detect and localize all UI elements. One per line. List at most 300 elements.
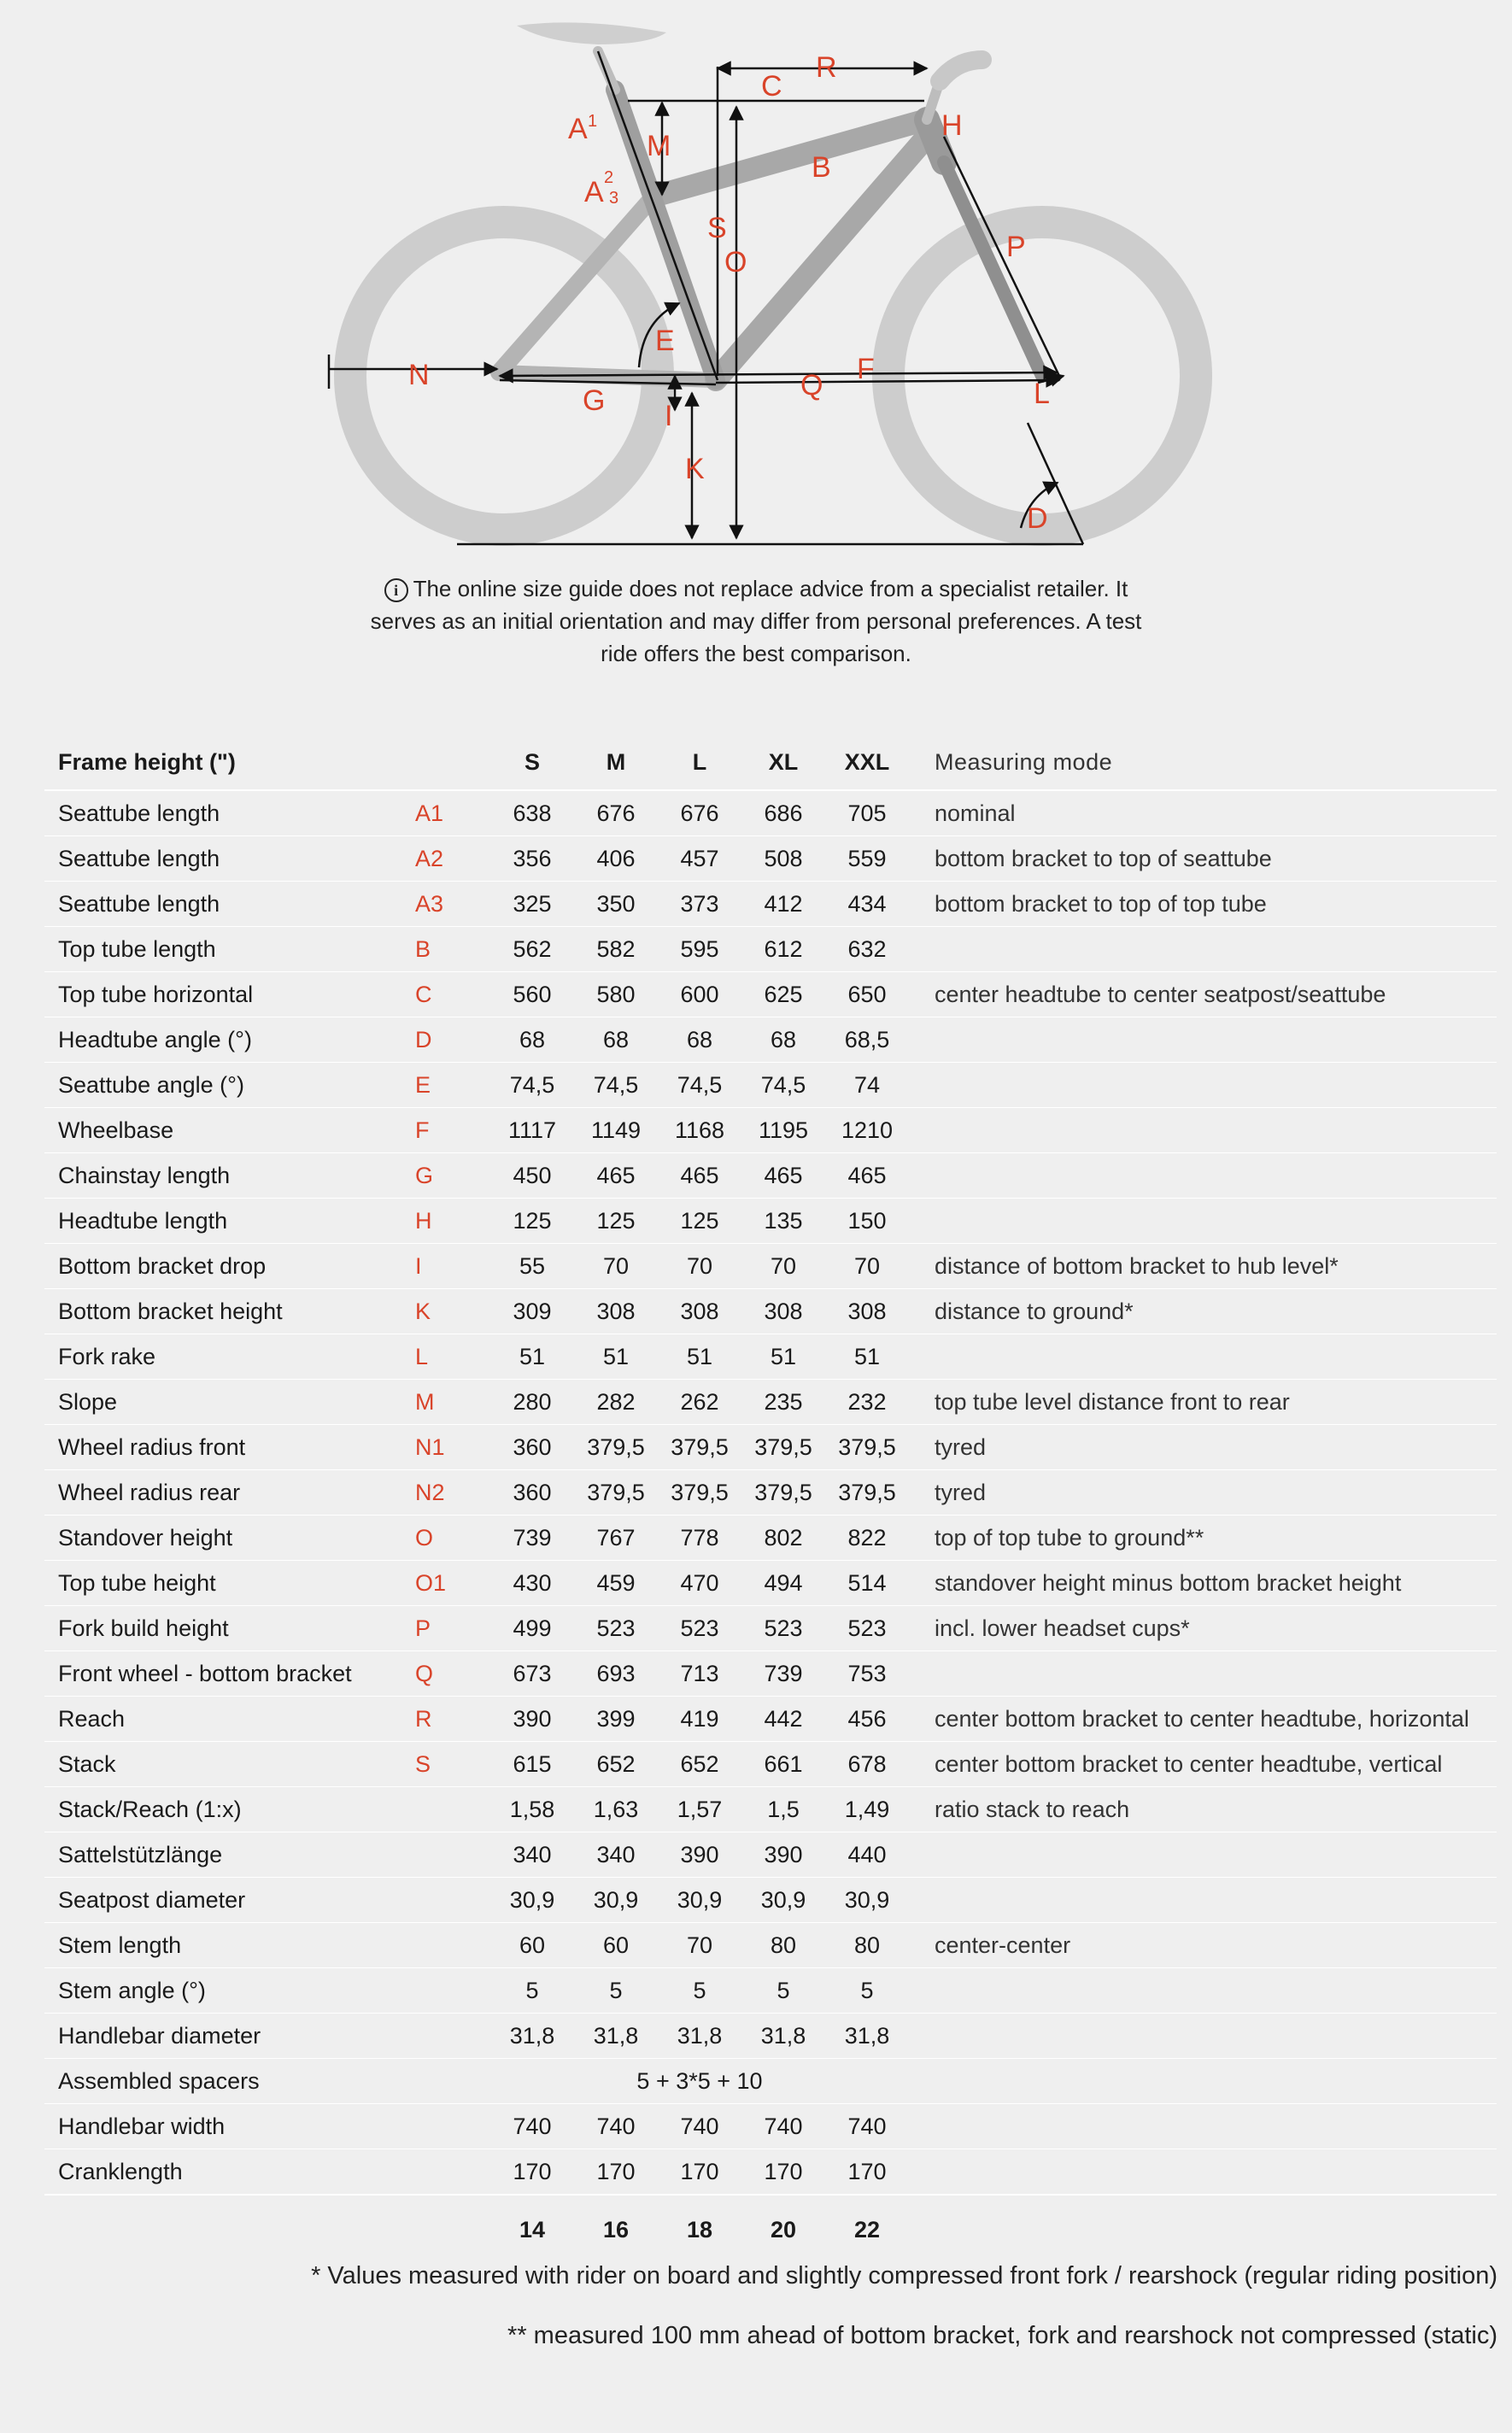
row-value: 676 [596,800,636,826]
row-name: Stem angle (°) [58,1977,206,2003]
row-value: 51 [686,1343,713,1369]
table-row [44,1832,1497,1878]
row-value: 74,5 [593,1071,639,1098]
row-value: 625 [764,981,803,1007]
footnote-rider-on-board: * Values measured with rider on board and slightly compressed front fork / rearshock (regular riding position) [311,2262,1497,2289]
table-row [44,1289,1497,1334]
row-code [415,2014,490,2059]
row-value: 739 [764,1660,803,1686]
frame-height-footer-row [44,2195,1497,2264]
row-value: 739 [513,1524,552,1551]
table-row [44,1334,1497,1380]
row-code [415,2149,490,2196]
frame-height-header: Frame height (") [58,748,236,775]
row-name: Standover height [58,1524,233,1551]
row-value: 5 [777,1977,790,2003]
label-M: M [647,130,671,162]
row-code: H [415,1207,432,1234]
row-value: 379,5 [587,1433,645,1460]
row-mode [909,1968,1497,2014]
row-value: 379,5 [754,1433,812,1460]
row-value: 399 [596,1705,636,1732]
label-A1: A [568,113,588,145]
row-mode [909,1832,1497,1878]
row-code [415,1878,490,1923]
row-value: 1,58 [509,1796,555,1822]
row-value: 74,5 [677,1071,723,1098]
measurement-lines [329,51,1083,544]
row-value: 150 [847,1207,887,1234]
row-value: 753 [847,1660,887,1686]
row-code: C [415,981,432,1007]
row-mode: center bottom bracket to center headtube, vertical [935,1750,1443,1777]
label-P: P [1006,231,1026,263]
row-value: 412 [764,890,803,917]
row-mode: bottom bracket to top of seattube [935,845,1272,871]
size-header: L [692,748,707,775]
row-value: 778 [680,1524,719,1551]
row-name: Sattelstützlänge [58,1841,223,1867]
table-header-row [44,735,1497,790]
label-L: L [1034,378,1050,410]
row-value: 508 [764,845,803,871]
row-mode [909,1153,1497,1199]
row-value: 5 [609,1977,623,2003]
row-value: 30,9 [593,1886,639,1913]
row-code: E [415,1071,431,1098]
label-F: F [857,353,875,385]
table-row [44,1380,1497,1425]
row-value: 68 [686,1026,713,1052]
row-mode: tyred [935,1433,987,1460]
row-value: 390 [764,1841,803,1867]
row-mode [909,2149,1497,2196]
label-A1-sup: 1 [588,112,598,131]
row-value: 419 [680,1705,719,1732]
row-value: 356 [513,845,552,871]
row-mode: distance to ground* [935,1298,1134,1324]
row-value: 459 [596,1569,636,1596]
row-value: 68 [770,1026,797,1052]
size-header: XXL [844,748,890,775]
notice-text: The online size guide does not replace advice from a specialist retailer. It serves as an initial orientation and may differ from personal preferences. A test ride offers the best comparison. [370,576,1142,666]
row-code: B [415,935,431,962]
row-value: 74 [853,1071,881,1098]
row-value: 740 [513,2113,552,2139]
row-value: 30,9 [760,1886,806,1913]
row-value: 1117 [507,1117,557,1143]
row-code: N2 [415,1479,445,1505]
row-code [415,1787,490,1832]
row-value: 523 [680,1615,719,1641]
row-value: 125 [680,1207,719,1234]
row-value: 51 [770,1343,797,1369]
row-value: 595 [680,935,719,962]
table-row [44,1017,1497,1063]
row-code: K [415,1298,431,1324]
row-value: 373 [680,890,719,917]
row-value: 470 [680,1569,719,1596]
row-name: Seattube angle (°) [58,1071,244,1098]
row-code: P [415,1615,431,1641]
info-icon: i [384,578,408,602]
frame-height-value: 22 [853,2216,881,2242]
row-value: 31,8 [844,2022,890,2049]
row-code [415,1923,490,1968]
row-mode: center-center [935,1932,1071,1958]
row-code: F [415,1117,430,1143]
row-value: 434 [847,890,887,917]
size-header: M [606,748,626,775]
row-name: Headtube length [58,1207,228,1234]
row-name: Handlebar width [58,2113,226,2139]
row-name: Headtube angle (°) [58,1026,252,1052]
row-value: 31,8 [593,2022,639,2049]
table-row [44,2149,1497,2196]
row-value: 232 [847,1388,887,1415]
frame-height-value: 18 [686,2216,713,2242]
row-name: Stack/Reach (1:x) [58,1796,242,1822]
label-Q: Q [800,369,823,402]
table-row [44,1063,1497,1108]
table-row [44,882,1497,927]
row-value: 70 [853,1252,881,1279]
row-name: Chainstay length [58,1162,231,1188]
row-name: Slope [58,1388,118,1415]
row-value: 676 [680,800,719,826]
row-code: A1 [415,800,444,826]
table-row [44,927,1497,972]
row-mode [909,1063,1497,1108]
row-mode [909,1017,1497,1063]
label-N: N [408,359,430,391]
row-mode [909,927,1497,972]
row-mode [909,2014,1497,2059]
row-value: 465 [764,1162,803,1188]
row-value: 430 [513,1569,552,1596]
table-row [44,1878,1497,1923]
row-value: 559 [847,845,887,871]
row-value: 678 [847,1750,887,1777]
row-value: 390 [680,1841,719,1867]
row-value: 713 [680,1660,719,1686]
row-value: 280 [513,1388,552,1415]
row-name: Seattube length [58,800,220,826]
row-value: 740 [596,2113,636,2139]
row-value: 465 [596,1162,636,1188]
row-value: 308 [596,1298,636,1324]
row-value: 390 [513,1705,552,1732]
row-value: 5 [525,1977,539,2003]
row-value: 822 [847,1524,887,1551]
row-value: 1,57 [677,1796,723,1822]
row-name: Cranklength [58,2158,183,2184]
row-value: 262 [680,1388,719,1415]
row-value: 308 [764,1298,803,1324]
row-value: 661 [764,1750,803,1777]
table-row [44,1651,1497,1697]
row-name: Top tube length [58,935,216,962]
row-code: A3 [415,890,444,917]
frame-height-value: 16 [602,2216,630,2242]
row-value: 170 [596,2158,636,2184]
row-code [415,1832,490,1878]
size-header: S [524,748,540,775]
row-value: 51 [853,1343,881,1369]
frame-height-value: 20 [770,2216,797,2242]
row-value: 170 [764,2158,803,2184]
table-row [44,2059,1497,2104]
row-value: 740 [680,2113,719,2139]
row-mode: top of top tube to ground** [935,1524,1204,1551]
row-value: 1149 [590,1117,642,1143]
table-row [44,1697,1497,1742]
row-value: 325 [513,890,552,917]
table-row [44,1108,1497,1153]
row-value: 523 [847,1615,887,1641]
row-value: 51 [602,1343,630,1369]
row-mode: incl. lower headset cups* [935,1615,1190,1641]
row-value: 170 [513,2158,552,2184]
table-row [44,2014,1497,2059]
label-A23-sub: 3 [609,189,619,208]
row-value: 235 [764,1388,803,1415]
table-row [44,1561,1497,1606]
table-row [44,1742,1497,1787]
table-row [44,2104,1497,2149]
row-value: 440 [847,1841,887,1867]
label-G: G [583,384,606,417]
row-value: 31,8 [677,2022,723,2049]
row-name: Seatpost diameter [58,1886,246,1913]
row-value: 1,63 [593,1796,639,1822]
label-R: R [816,51,837,84]
row-value: 456 [847,1705,887,1732]
row-value: 582 [596,935,636,962]
label-E: E [655,325,675,357]
row-name: Top tube height [58,1569,216,1596]
row-code: N1 [415,1433,445,1460]
row-code [415,2104,490,2149]
row-value: 562 [513,935,552,962]
row-code [415,2059,490,2104]
table-row [44,1923,1497,1968]
row-value: 650 [847,981,887,1007]
row-value: 30,9 [677,1886,723,1913]
row-value: 379,5 [754,1479,812,1505]
row-value: 68 [519,1026,546,1052]
row-name: Wheel radius rear [58,1479,241,1505]
row-value: 1,5 [767,1796,800,1822]
table-row [44,836,1497,882]
row-value: 309 [513,1298,552,1324]
row-value: 465 [847,1162,887,1188]
row-mode [909,2104,1497,2149]
row-value: 80 [770,1932,797,1958]
row-value: 30,9 [509,1886,555,1913]
row-value: 1,49 [844,1796,890,1822]
row-mode [909,2059,1497,2104]
row-value: 1168 [674,1117,725,1143]
row-mode [909,1334,1497,1380]
size-header: XL [768,748,799,775]
diagram-labels [408,51,1050,535]
row-name: Fork rake [58,1343,156,1369]
row-value: 308 [847,1298,887,1324]
row-value: 30,9 [844,1886,890,1913]
row-value: 135 [764,1207,803,1234]
table-row [44,1153,1497,1199]
table-row [44,1425,1497,1470]
row-value: 31,8 [509,2022,555,2049]
row-value: 450 [513,1162,552,1188]
row-value: 170 [680,2158,719,2184]
row-value: 80 [853,1932,881,1958]
table-row [44,1244,1497,1289]
table-row [44,1199,1497,1244]
row-name: Wheel radius front [58,1433,246,1460]
row-value: 615 [513,1750,552,1777]
row-mode: standover height minus bottom bracket height [935,1569,1402,1596]
table-row [44,1787,1497,1832]
row-value: 74,5 [509,1071,555,1098]
label-D: D [1027,502,1048,535]
row-value: 652 [680,1750,719,1777]
row-code: D [415,1026,432,1052]
row-mode [909,1651,1497,1697]
row-value: 638 [513,800,552,826]
table-row [44,790,1497,836]
row-value: 406 [596,845,636,871]
row-value: 379,5 [671,1479,729,1505]
row-value: 652 [596,1750,636,1777]
geometry-table [44,735,1497,2264]
row-name: Fork build height [58,1615,229,1641]
row-name: Handlebar diameter [58,2022,261,2049]
row-value: 379,5 [838,1479,896,1505]
row-value: 74,5 [760,1071,806,1098]
row-value: 125 [596,1207,636,1234]
row-code: S [415,1750,431,1777]
row-code: O [415,1524,434,1551]
row-value: 600 [680,981,719,1007]
row-mode: top tube level distance front to rear [935,1388,1290,1415]
size-guide-notice [359,572,1153,670]
row-value: 5 [860,1977,874,2003]
label-A23: A [584,176,604,208]
row-span-value: 5 + 3*5 + 10 [636,2067,763,2094]
row-value: 340 [513,1841,552,1867]
row-mode [909,1199,1497,1244]
table-row [44,1470,1497,1515]
label-A23-sup: 2 [604,168,614,187]
row-mode: nominal [935,800,1016,826]
row-value: 379,5 [838,1433,896,1460]
label-O: O [724,246,747,278]
row-value: 31,8 [760,2022,806,2049]
row-value: 70 [686,1932,713,1958]
row-mode: ratio stack to reach [935,1796,1130,1822]
table-row [44,972,1497,1017]
row-code: G [415,1162,434,1188]
row-mode [909,1878,1497,1923]
row-value: 705 [847,800,887,826]
row-value: 514 [847,1569,887,1596]
row-value: 68 [602,1026,630,1052]
label-B: B [812,151,831,184]
row-value: 60 [602,1932,630,1958]
row-code: A2 [415,845,444,871]
row-value: 68,5 [844,1026,890,1052]
label-I: I [665,400,673,432]
label-H: H [941,109,963,142]
frame-height-value: 14 [519,2216,546,2242]
row-value: 5 [693,1977,706,2003]
row-value: 51 [519,1343,546,1369]
row-value: 523 [764,1615,803,1641]
row-code: L [415,1343,429,1369]
row-value: 55 [519,1252,546,1279]
row-value: 360 [513,1479,552,1505]
row-value: 499 [513,1615,552,1641]
row-value: 457 [680,845,719,871]
row-value: 70 [602,1252,630,1279]
row-value: 308 [680,1298,719,1324]
row-value: 350 [596,890,636,917]
row-value: 494 [764,1569,803,1596]
row-value: 125 [513,1207,552,1234]
row-value: 673 [513,1660,552,1686]
row-mode: tyred [935,1479,987,1505]
row-value: 379,5 [671,1433,729,1460]
row-value: 632 [847,935,887,962]
row-name: Top tube horizontal [58,981,254,1007]
row-value: 60 [519,1932,546,1958]
label-K: K [685,453,705,485]
row-name: Bottom bracket height [58,1298,283,1324]
row-value: 560 [513,981,552,1007]
row-code: M [415,1388,435,1415]
row-code: R [415,1705,432,1732]
row-name: Front wheel - bottom bracket [58,1660,352,1686]
row-name: Seattube length [58,845,220,871]
row-value: 523 [596,1615,636,1641]
row-mode: center headtube to center seatpost/seattube [935,981,1386,1007]
row-name: Seattube length [58,890,220,917]
row-value: 693 [596,1660,636,1686]
row-name: Reach [58,1705,126,1732]
row-value: 1210 [841,1117,894,1143]
row-value: 379,5 [587,1479,645,1505]
footnote-static: ** measured 100 mm ahead of bottom bracket, fork and rearshock not compressed (static) [507,2322,1497,2349]
row-value: 170 [847,2158,887,2184]
row-mode: distance of bottom bracket to hub level* [935,1252,1339,1279]
row-value: 70 [770,1252,797,1279]
bike-geometry-diagram [0,0,1512,564]
table-row [44,1606,1497,1651]
row-name: Stack [58,1750,116,1777]
label-C: C [761,70,782,103]
row-mode [909,1108,1497,1153]
row-name: Assembled spacers [58,2067,260,2094]
table-row [44,1968,1497,2014]
row-mode: bottom bracket to top of top tube [935,890,1267,917]
row-value: 360 [513,1433,552,1460]
label-S: S [707,212,727,244]
row-value: 282 [596,1388,636,1415]
row-code [415,1968,490,2014]
row-name: Bottom bracket drop [58,1252,267,1279]
